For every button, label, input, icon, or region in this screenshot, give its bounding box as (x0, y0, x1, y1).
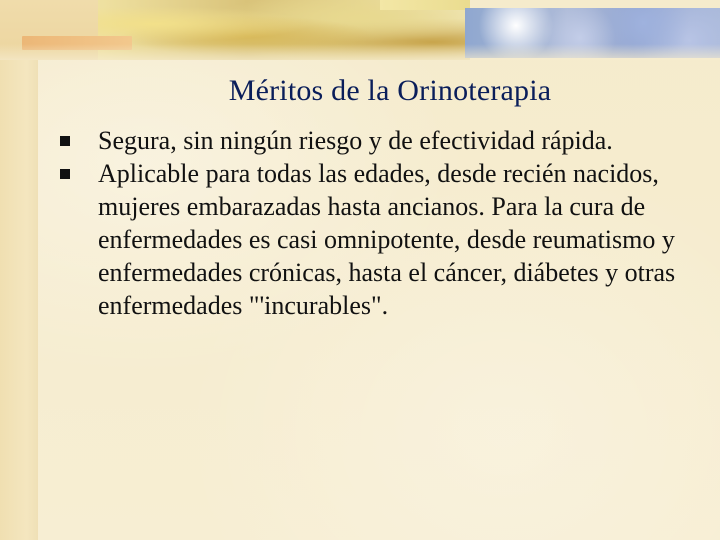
banner-yellow-stripe (380, 0, 470, 10)
square-bullet-icon (60, 169, 70, 179)
bullet-item (60, 124, 715, 157)
banner-fade (0, 44, 720, 60)
bullet-text: Segura, sin ningún riesgo y de efectividad rápida. (98, 126, 613, 155)
top-decorative-banner (0, 0, 720, 60)
bullet-list (60, 124, 715, 322)
slide-title: Méritos de la Orinoterapia (228, 74, 552, 107)
square-bullet-icon (60, 136, 70, 146)
bullet-item (60, 157, 715, 322)
bullet-text: Aplicable para todas las edades, desde recién nacidos, mujeres embarazadas hasta ancianos. Para la cura de enfermedades es casi omnipotente, desde reumatismo y enfermedades crónicas, hasta el cáncer, diábetes y otras enfermedades "'incurables". (98, 159, 676, 320)
left-decorative-strip (0, 0, 38, 540)
